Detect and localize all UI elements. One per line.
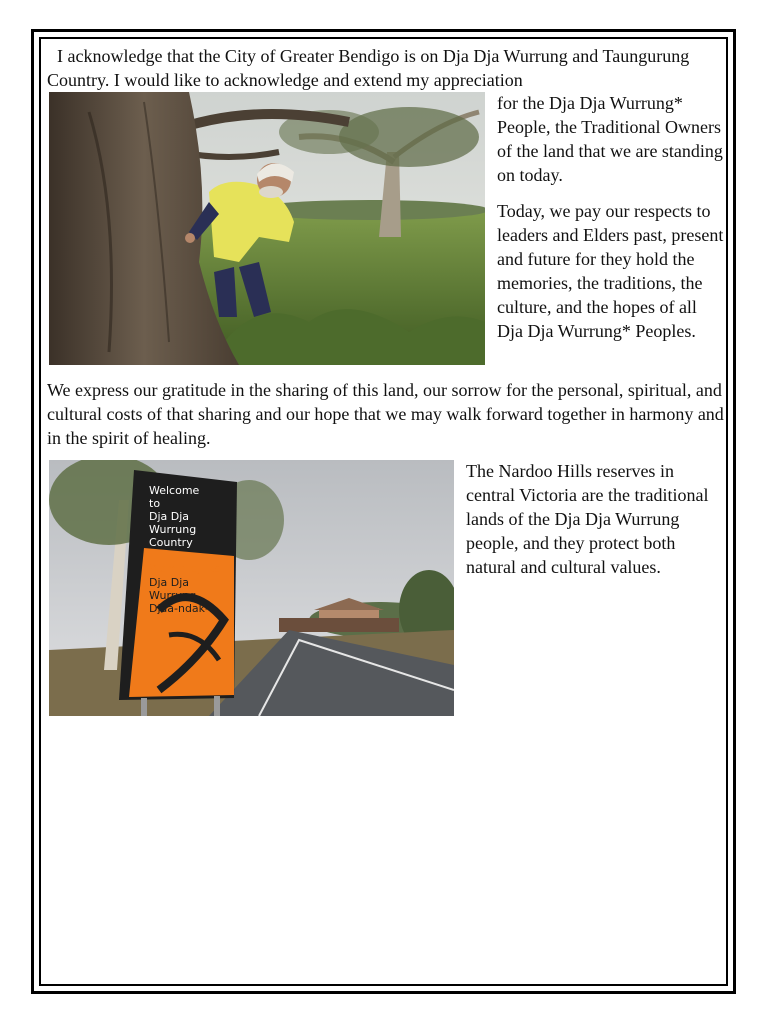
sign-language-line: Djaa-ndak-i (149, 602, 213, 615)
sign-language-line: Wurrung (149, 589, 197, 602)
nardoo-hills-paragraph: The Nardoo Hills reserves in central Victoria are the traditional lands of the Dja Dja Wurrung people, and they protect both natural and cultural values. (466, 461, 709, 577)
sign-welcome-line: Country (149, 536, 193, 549)
traditional-owners-paragraph: for the Dja Dja Wurrung* People, the Traditional Owners of the land that we are standing on today. (497, 93, 723, 185)
gratitude-paragraph: We express our gratitude in the sharing of this land, our sorrow for the personal, spiritual, and cultural costs of that sharing and our hope that we may walk forward together in harmony and in the spirit of healing. (47, 380, 724, 448)
respects-paragraph: Today, we pay our respects to leaders and Elders past, present and future for they hold the memories, the traditions, the culture, and the hopes of all Dja Dja Wurrung* Peoples. (497, 201, 724, 341)
welcome-sign-photo (49, 460, 454, 716)
sign-language-line: Dja Dja (149, 576, 190, 589)
elder-with-tree-photo (49, 92, 485, 365)
sign-welcome-line: Wurrung (149, 523, 197, 536)
sign-welcome-line: to (149, 497, 161, 510)
sign-welcome-line: Dja Dja (149, 510, 190, 523)
sign-welcome-line: Welcome (149, 484, 200, 497)
sign-language-line: Womin-dji-ka (149, 562, 221, 575)
svg-text:Womin-dji-ka (149, 562, 221, 575)
intro-paragraph: I acknowledge that the City of Greater Bendigo is on Dja Dja Wurrung and Taungurung Country. I would like to acknowledge and extend my appreciation (47, 46, 690, 90)
